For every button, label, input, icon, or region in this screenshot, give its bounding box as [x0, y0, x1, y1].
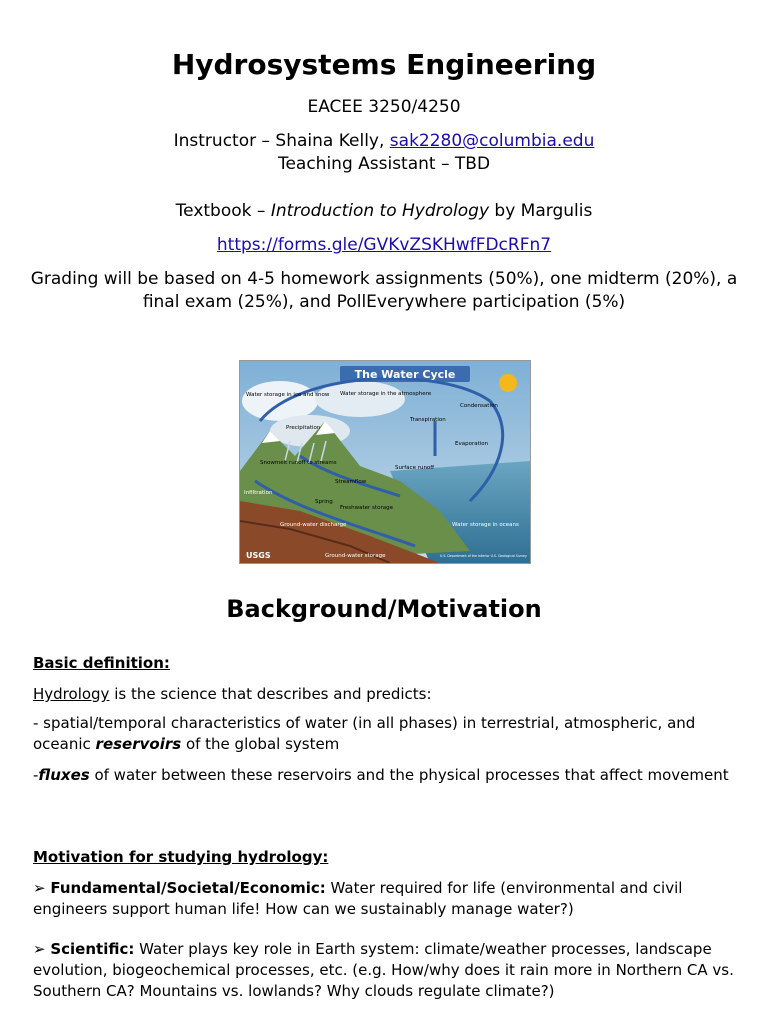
label-condensation: Condensation: [460, 403, 498, 409]
textbook-title: Introduction to Hydrology: [270, 201, 490, 221]
definition-point-reservoirs: [33, 713, 743, 755]
label-surface-runoff: Surface runoff: [395, 465, 435, 471]
section-heading: Background/Motivation: [226, 595, 542, 623]
m2-text: Water plays key role in Earth system: climate/weather processes, landscape evolution, biogeochemical processes, etc. (e.g. How/why does it rain more in Northern CA vs. Southern CA? Mountains vs. lowlands? Why clouds regulate climate?): [33, 940, 734, 1000]
instructor-label: Instructor – Shaina Kelly,: [173, 131, 390, 151]
label-snowmelt: Snowmelt runoff to streams: [260, 460, 337, 466]
form-link-line: [0, 234, 768, 256]
label-precipitation: Precipitation: [286, 425, 321, 431]
label-dept: U.S. Department of the Interior U.S. Geological Survey: [440, 554, 527, 558]
basic-definition-heading: Basic definition:: [33, 654, 170, 672]
label-atmosphere: Water storage in the atmosphere: [340, 391, 432, 397]
course-code: EACEE 3250/4250: [307, 97, 461, 117]
motivation-item-scientific: [33, 939, 743, 1002]
p1-text-a: - spatial/temporal characteristics of water (in all phases) in terrestrial, atmospheric, and oceanic: [33, 714, 696, 753]
figure-title: The Water Cycle: [354, 368, 456, 381]
m2-label: Scientific:: [50, 940, 135, 958]
label-spring: Spring: [315, 499, 333, 505]
bullet-arrow-icon: ➢: [33, 940, 51, 958]
water-cycle-figure: [239, 360, 531, 564]
label-groundwater-storage: Ground-water storage: [325, 553, 386, 559]
page-title: Hydrosystems Engineering: [171, 48, 597, 81]
p1-reservoirs: reservoirs: [95, 735, 182, 753]
label-ice-snow: Water storage in ice and snow: [246, 392, 330, 398]
definition-point-fluxes: [33, 765, 743, 786]
label-groundwater-discharge: Ground-water discharge: [280, 522, 347, 528]
label-evaporation: Evaporation: [455, 441, 489, 447]
hydrology-term: Hydrology: [33, 685, 110, 703]
instructor-line: [0, 130, 768, 152]
motivation-item-fundamental: [33, 878, 743, 920]
textbook-line: [0, 200, 768, 222]
m1-text: Water required for life (environmental and civil engineers support human life! How can we sustainably manage water?): [33, 879, 683, 918]
p2-fluxes: fluxes: [38, 766, 90, 784]
label-freshwater: Freshwater storage: [340, 505, 393, 511]
p2-rest: of water between these reservoirs and the physical processes that affect movement: [89, 766, 729, 784]
label-streamflow: Streamflow: [335, 479, 367, 485]
p1-text-b: of the global system: [181, 735, 340, 753]
hydrology-rest: is the science that describes and predicts:: [109, 685, 432, 703]
label-transpiration: Transpiration: [410, 417, 446, 423]
label-oceans: Water storage in oceans: [452, 522, 519, 528]
bullet-arrow-icon: ➢: [33, 879, 51, 897]
textbook-author: by Margulis: [489, 201, 593, 221]
p2-prefix: -: [33, 766, 39, 784]
textbook-prefix: Textbook –: [175, 201, 271, 221]
form-link[interactable]: https://forms.gle/GVKvZSKHwfFDcRFn7: [216, 235, 552, 255]
usgs-logo: USGS: [246, 551, 271, 560]
water-cycle-diagram: [240, 361, 530, 563]
instructor-email-link[interactable]: sak2280@columbia.edu: [389, 131, 595, 151]
cloud-left: [242, 381, 318, 421]
sun-icon: [499, 374, 517, 392]
motivation-heading: Motivation for studying hydrology:: [33, 848, 329, 866]
teaching-assistant-line: Teaching Assistant – TBD: [277, 154, 491, 174]
label-infiltration: Infiltration: [244, 490, 273, 496]
grading-policy: Grading will be based on 4-5 homework assignments (50%), one midterm (20%), a final exam (25%), and PollEverywhere participation (5%): [30, 269, 738, 312]
hydrology-definition: [33, 684, 743, 705]
m1-label: Fundamental/Societal/Economic:: [50, 879, 326, 897]
